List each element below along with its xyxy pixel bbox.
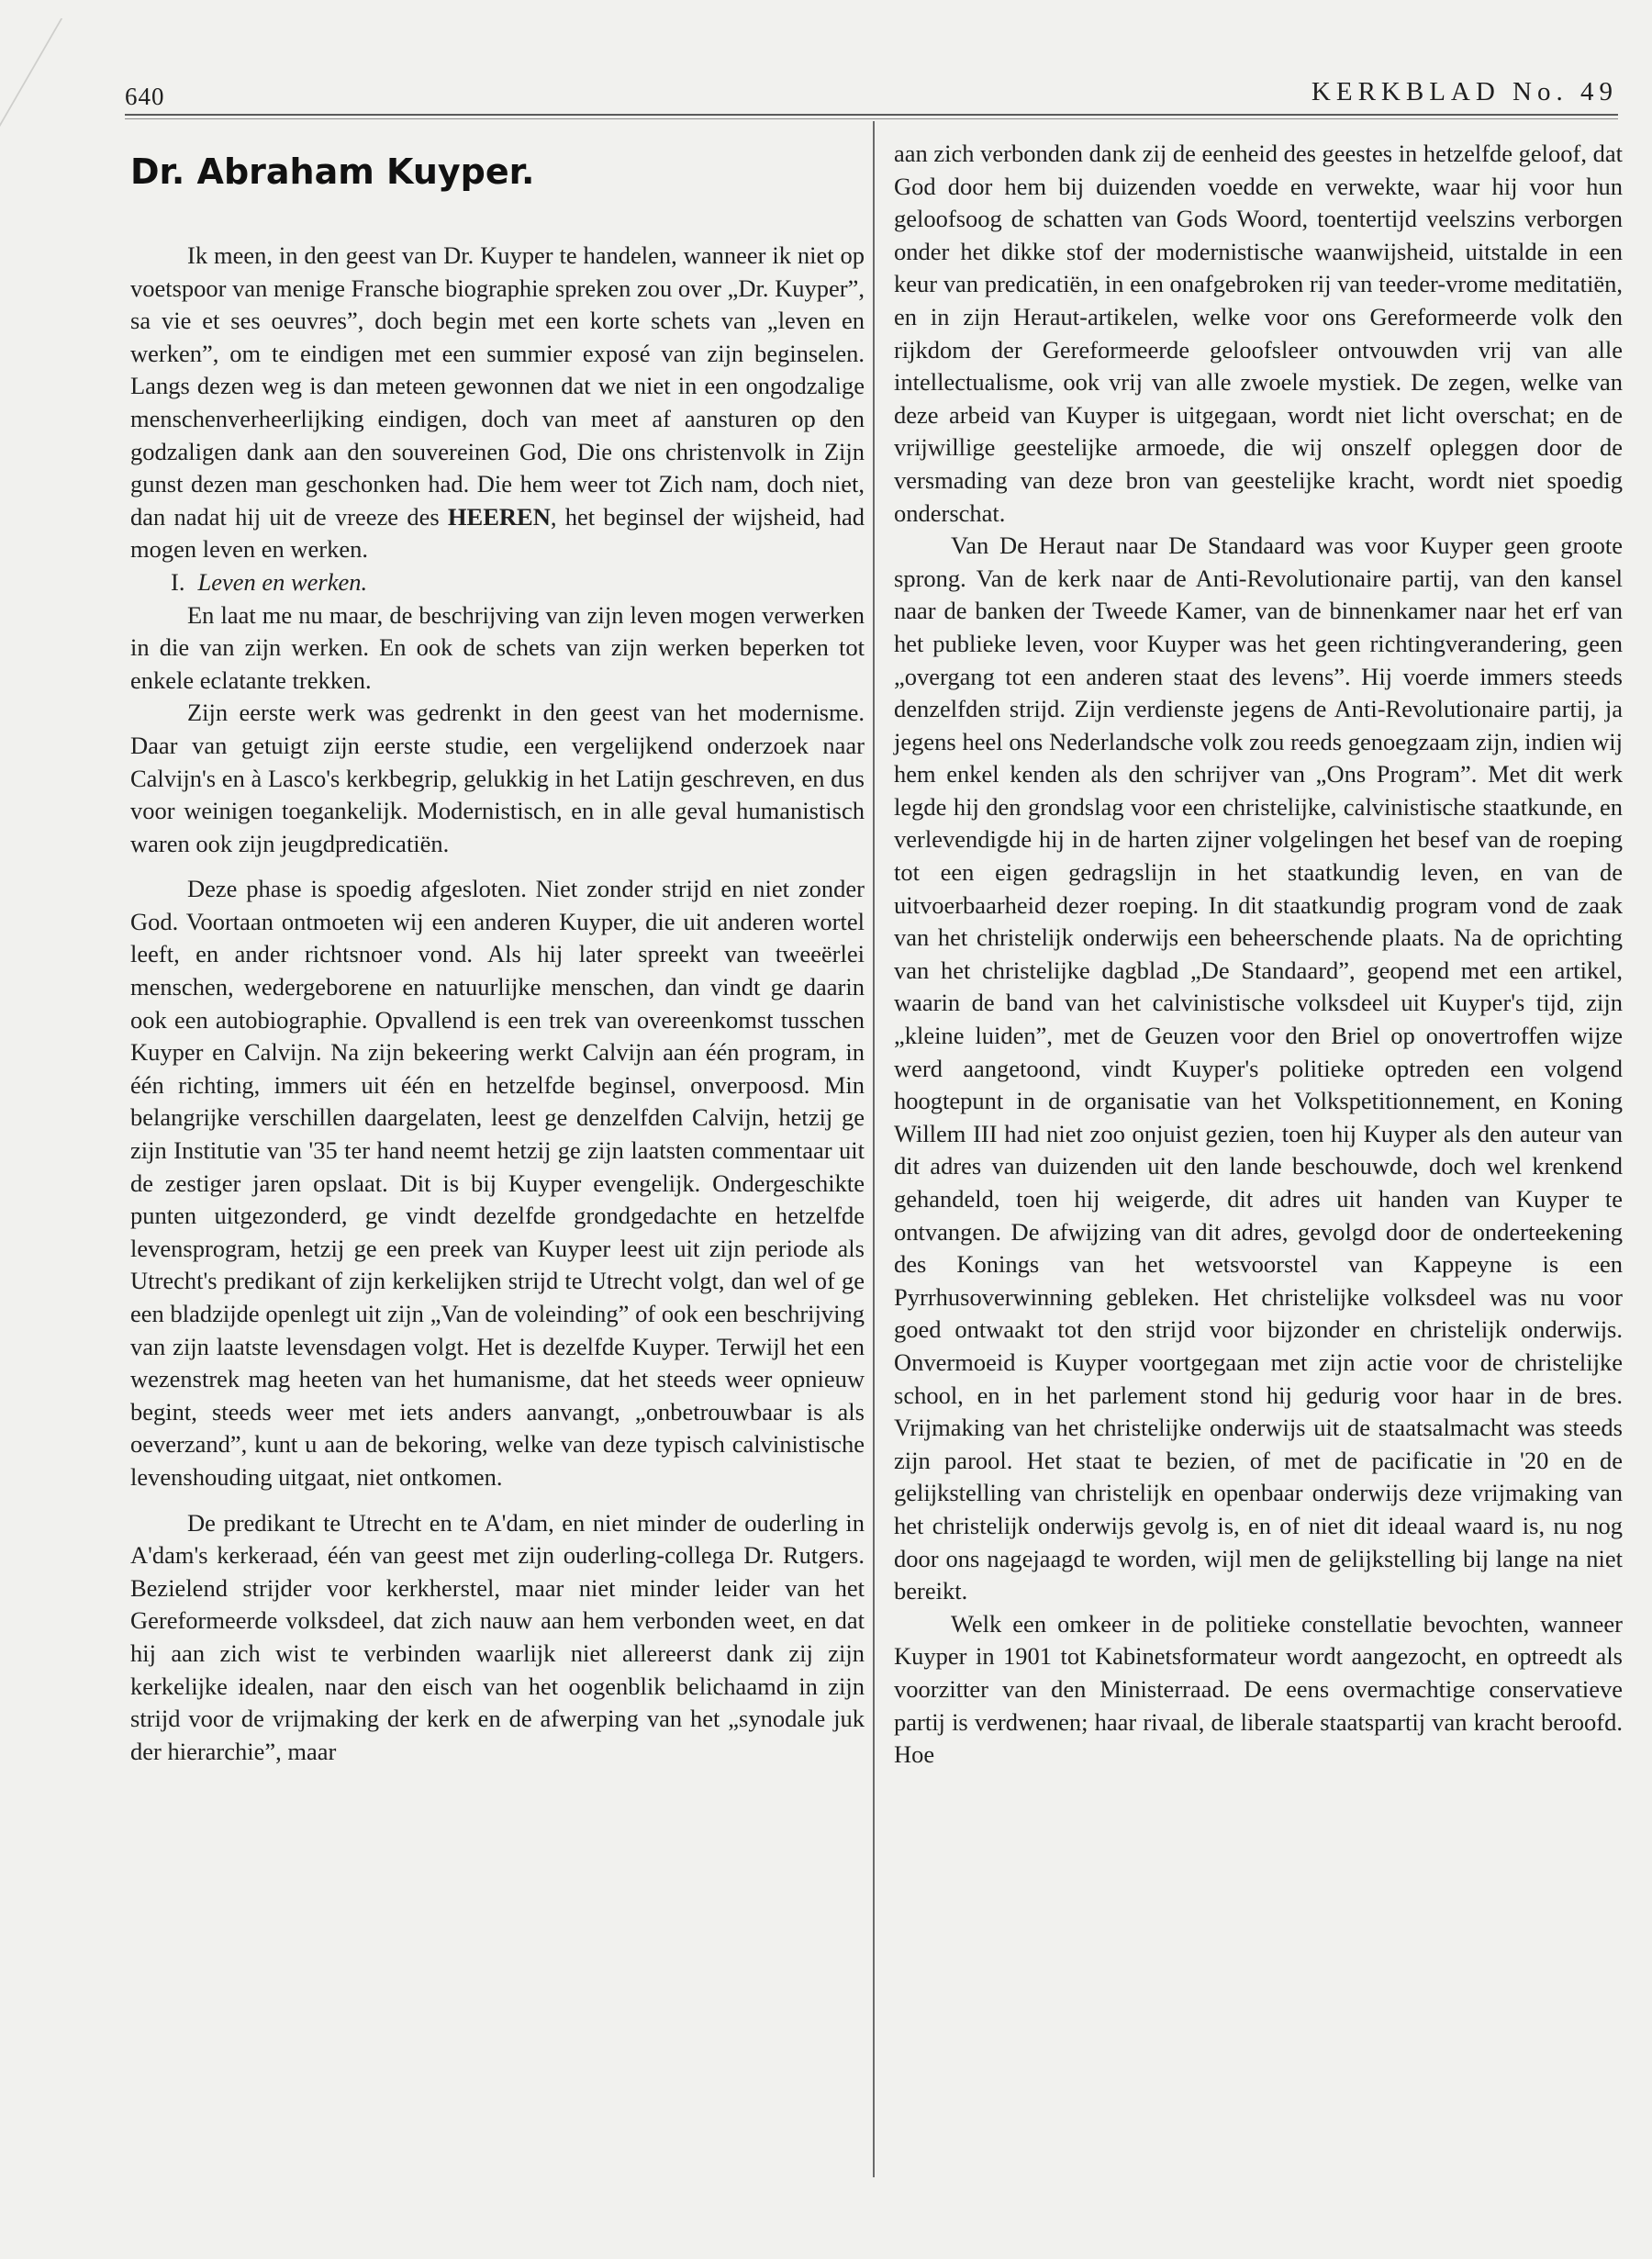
article-title: Dr. Abraham Kuyper.	[130, 151, 535, 192]
column-divider	[873, 121, 875, 2177]
right-column	[894, 138, 1623, 1772]
intro-text-end: , het beginsel der wijsheid, had mogen leven en werken.	[130, 502, 865, 564]
intro-bold-word: HEEREN	[447, 502, 551, 531]
paragraph: En laat me nu maar, de beschrijving van zijn leven mogen verwerken in die van zijn werken. En ook de schets van zijn werken beperken tot enkele eclatante trekken.	[130, 600, 865, 694]
left-column	[130, 151, 865, 1768]
paragraph: Welk een omkeer in de politieke constellatie bevochten, wanneer Kuyper in 1901 tot Kabinetsformateur wordt aangezocht, en optreedt als voorzitter van den Ministerraad. De eens overmachtige conservatieve partij is verdwenen; haar rivaal, de liberale staatspartij van kracht beroofd. Hoe	[894, 1609, 1623, 1769]
paragraph: De predikant te Utrecht en te A'dam, en niet minder de ouderling in A'dam's kerkeraad, één van geest met zijn ouderling-collega Dr. Rutgers. Bezielend strijder voor kerkherstel, maar niet minder leider van het Gereformeerde volksdeel, dat zich nauw aan hem verbonden weet, en dat hij aan zich wist te verbinden waarlijk niet allereerst dank zij zijn kerkelijke idealen, naar den eisch van het oogenblik belichaamd in zijn strijd voor de vrijmaking der kerk en de afwerping van het „synodale juk der hierarchie”, maar	[130, 1508, 865, 1765]
intro-text: Ik meen, in den geest van Dr. Kuyper te handelen, wanneer ik niet op voetspoor van menige Fransche biographie spreken zou over „Dr. Kuyper”, sa vie et ses oeuvres”, doch begin met een korte schets van „leven en werken”, om te eindigen met een summier exposé van zijn beginselen. Langs dezen weg is dan meteen gewonnen dat we niet in een ongodzalige menschenverheerlijking eindigen, doch van meet af aansturen op den godzaligen dank aan den souvereinen God, Die ons christenvolk in Zijn gunst dezen man geschonken had. Die hem weer tot Zich nam, doch niet, dan nadat hij uit de vreeze des	[130, 241, 865, 531]
paragraph: Van De Heraut naar De Standaard was voor Kuyper geen groote sprong. Van de kerk naar de Anti-Revolutionaire partij, van den kansel naar de banken der Tweede Kamer, van de binnenkamer naar het erf van het publieke leven, voor Kuyper was het geen richtingverandering, geen „overgang tot een anderen staat des levens”. Hij voerde immers steeds denzelfden strijd. Zijn verdienste jegens de Anti-Revolutionaire partij, ja jegens heel ons Nederlandsche volk zou reeds genoegzaam zijn, indien wij hem enkel kenden als den schrijver van „Ons Program”. Met dit werk legde hij den grondslag voor een christelijke, calvinistische staatkunde, en verlevendigde hij in de harten zijner volgelingen het besef van de roeping tot een eigen gedragslijn in het staatkundig leven, en van de uitvoerbaarheid dezer roeping. In dit staatkundig program vond de zaak van het christelijk onderwijs een beheerschende plaats. Na de oprichting van het christelijke dagblad „De Standaard”, geopend met een artikel, waarin de band van het calvinistische volksdeel uit Kuyper's tijd, zijn „kleine luiden”, met de Geuzen voor den Briel op onovertroffen wijze werd aangetoond, vindt Kuyper's politieke optreden een volgend hoogtepunt in de organisatie van het Volkspetitionnement, en Koning Willem III had niet zoo onjuist gezien, toen hij Kuyper als den auteur van dit adres van duizenden uit den lande beschouwde, doch wel krenkend gehandeld, toen hij weigerde, dit adres uit handen van Kuyper te ontvangen. De afwijzing van dit adres, gevolgd door de onderteekening des Konings van het wetsvoorstel van Kappeyne is een Pyrrhusoverwinning gebleken. Het christelijke volksdeel was nu voor goed ontwaakt tot den strijd voor bijzonder en christelijk onderwijs. Onvermoeid is Kuyper voortgegaan met zijn actie voor de christelijke school, en in het parlement stond hij gedurig voor haar in de bres. Vrijmaking van het christelijke onderwijs uit de staatsalmacht was steeds zijn parool. Het staat te bezien, of met de pacificatie in '20 en de gelijkstelling van christelijk en openbaar onderwijs deze vrijmaking van het christelijk onderwijs gevolg is, en of niet dit ideaal waard is, nu nog door ons nagejaagd te worden, wijl men de gelijkstelling bij lange na niet bereikt.	[894, 531, 1623, 1605]
page-header	[125, 73, 1618, 110]
intro-paragraph	[130, 240, 865, 566]
header-rule-thin	[125, 118, 1618, 119]
paragraph: aan zich verbonden dank zij de eenheid des geestes in hetzelfde geloof, dat God door hem bij duizenden voedde en verwekte, waar hij voor hun geloofsoog de schatten van Gods Woord, toentertijd veelszins verborgen onder het dikke stof der modernistische waanwijsheid, uitstalde in een keur van predicatiën, in een onafgebroken rij van teeder-vrome meditatiën, en in zijn Heraut-artikelen, welke voor ons Gereformeerde volk den rijkdom der Gereformeerde geloofsleer ontvouwden vrij van alle intellectualisme, ook vrij van alle zwoele mystiek. De zegen, welke van deze arbeid van Kuyper is uitgegaan, wordt niet licht overschat; en de vrijwillige geestelijke armoede, die wij onszelf opleggen door de versmading van deze bron van geestelijke kracht, wordt niet spoedig onderschat.	[894, 140, 1623, 527]
section-heading	[130, 566, 865, 599]
paragraph: Zijn eerste werk was gedrenkt in den geest van het modernisme. Daar van getuigt zijn eerste studie, een vergelijkend onderzoek naar Calvijn's en à Lasco's kerkbegrip, gelukkig in het Latijn geschreven, en dus voor weinigen toegankelijk. Modernistisch, en in alle geval humanistisch waren ook zijn jeugdpredicatiën.	[130, 699, 865, 857]
header-rule	[125, 114, 1618, 116]
page-number: 640	[125, 83, 165, 110]
section-number: I.	[171, 567, 185, 596]
paragraph: Deze phase is spoedig afgesloten. Niet zonder strijd en niet zonder God. Voortaan ontmoeten wij een anderen Kuyper, die uit anderen wortel leeft, en ander richtsnoer vond. Als hij later spreekt van tweeërlei menschen, wedergeborene en natuurlijke menschen, dan vindt ge daarin ook een autobiographie. Opvallend is een trek van overeenkomst tusschen Kuyper en Calvijn. Na zijn bekeering werkt Calvijn aan één program, in één richting, immers uit één en hetzelfde beginsel, onverpoosd. Min belangrijke verschillen daargelaten, leest ge denzelfden Calvijn, hetzij ge zijn Institutie van '35 ter hand neemt hetzij ge zijn laatsten commentaar uit de zestiger jaren opslaat. Dit is bij Kuyper evengelijk. Ondergeschikte punten uitgezonderd, ge vindt dezelfde grondgedachte en hetzelfde levensprogram, hetzij ge een preek van Kuyper leest uit zijn periode als Utrecht's predikant of zijn kerkelijken strijd te Utrecht volgt, dan wel of ge een bladzijde openlegt uit zijn „Van de voleinding” of ook een beschrijving van zijn laatste levensdagen volgt. Het is dezelfde Kuyper. Terwijl het een wezenstrek mag heeten van het humanisme, dat het steeds weer opnieuw begint, steeds weer met iets anders aanvangt, „onbetrouwbaar is als oeverzand”, kunt u aan de bekoring, welke van deze typisch calvinistische levenshouding uitgaat, niet ontkomen.	[130, 875, 865, 1491]
running-head: KERKBLAD No. 49	[1311, 77, 1618, 106]
section-title: Leven en werken.	[197, 567, 368, 596]
